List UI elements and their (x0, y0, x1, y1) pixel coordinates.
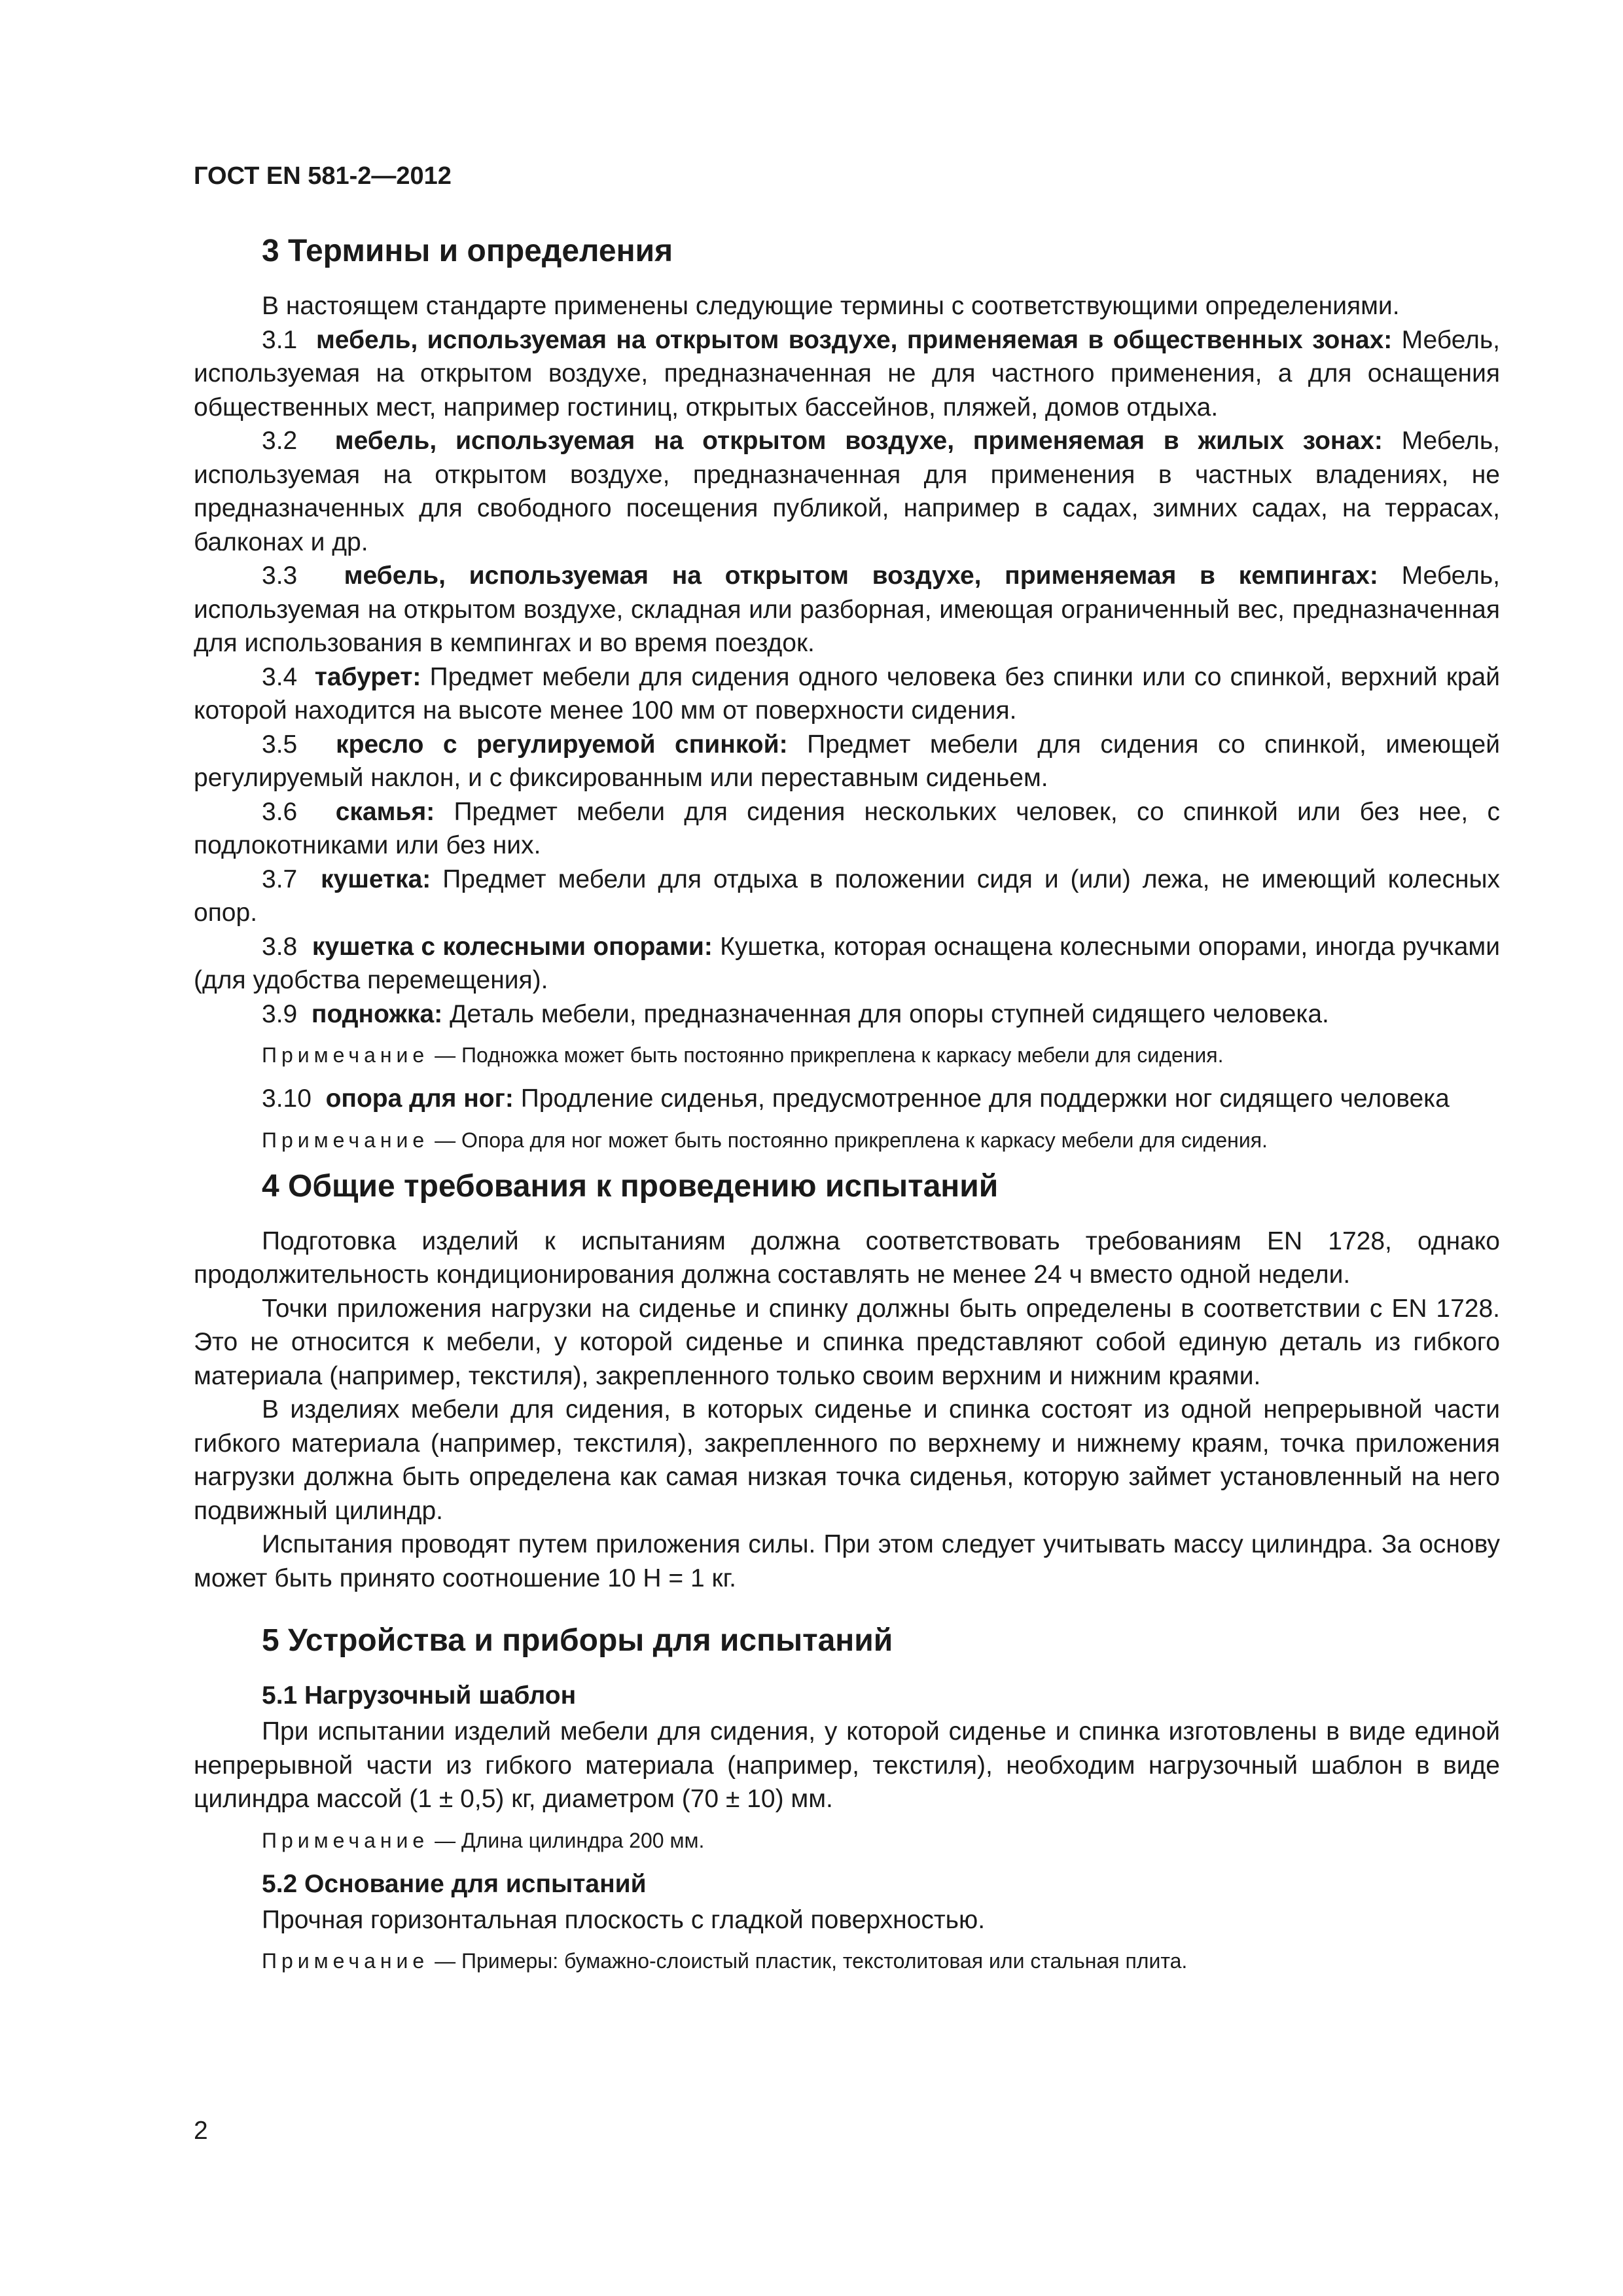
term-name: кресло с регулируемой спинкой: (336, 730, 788, 759)
term-number: 3.6 (262, 797, 298, 826)
term-definition: Мебель, используемая на открытом воздухе, предназначенная не для частного применения, а для оснащения общественных мест, например гостиниц, открытых бассейнов, пляжей, домов отдыха. (194, 325, 1501, 422)
term-definition: Мебель, используемая на открытом воздухе, складная или разборная, имеющая ограниченный вес, предназначенная для использования в кемпингах и во время поездок. (194, 562, 1500, 657)
section-5-title: 5 Устройства и приборы для испытаний (262, 1623, 893, 1658)
term-definition: Кушетка, которая оснащена колесными опорами, иногда ручками (для удобства перемещения). (194, 932, 1501, 994)
section-4-paragraph: Испытания проводят путем приложения силы. При этом следует учитывать массу цилиндра. За основу может быть принято соотношение 10 Н = 1 кг. (194, 1530, 1500, 1592)
section-3-title: 3 Термины и определения (262, 234, 673, 268)
note-text: — Длина цилиндра 200 мм. (435, 1828, 705, 1852)
note-3-9 (194, 1040, 1500, 1070)
term-number: 3.3 (262, 562, 298, 590)
section-4-paragraph: Точки приложения нагрузки на сиденье и спинку должны быть определены в соответствии с EN 1728. Это не относится к мебели, у которой сиденье и спинка представляют собой единую деталь из гибкого материала (например, текстиля), закрепленного только своим верхним и нижним краями. (194, 1294, 1500, 1390)
subsection-5-2-title: 5.2 Основание для испытаний (262, 1869, 647, 1898)
term-number: 3.8 (262, 932, 298, 961)
term-3-8 (194, 930, 1500, 997)
term-definition: Предмет мебели для отдыха в положении сидя и (или) лежа, не имеющий колесных опор. (194, 865, 1501, 927)
term-definition: Предмет мебели для сидения со спинкой, имеющей регулируемый наклон, и с фиксированным или переставным сиденьем. (194, 730, 1500, 792)
term-3-5 (194, 728, 1500, 795)
term-number: 3.2 (262, 427, 298, 455)
note-label: Примечание (262, 1949, 429, 1973)
term-definition: Предмет мебели для сидения одного человека без спинки или со спинкой, верхний край которой находится на высоте менее 100 мм от поверхности сидения. (194, 662, 1500, 725)
note-label: Примечание (262, 1043, 429, 1067)
note-text: — Подножка может быть постоянно прикреплена к каркасу мебели для сидения. (435, 1043, 1224, 1067)
term-3-4 (194, 660, 1500, 728)
document-code-header: ГОСТ EN 581-2—2012 (194, 162, 452, 190)
term-definition: Продление сиденья, предусмотренное для поддержки ног сидящего человека (520, 1085, 1450, 1113)
subsection-5-1-title: 5.1 Нагрузочный шаблон (262, 1681, 577, 1710)
page-content (194, 223, 1500, 1988)
term-name: мебель, используемая на открытом воздухе, применяемая в общественных зонах: (315, 325, 1393, 354)
term-definition: Мебель, используемая на открытом воздухе, предназначенная для применения в частных владениях, не предназначенных для свободного посещения публикой, например в садах, зимних садах, на террасах, балконах и др. (194, 427, 1501, 556)
term-name: подножка: (311, 999, 443, 1028)
term-number: 3.1 (262, 325, 298, 354)
term-number: 3.7 (262, 865, 298, 893)
term-name: опора для ног: (325, 1085, 514, 1113)
term-name: табурет: (314, 662, 421, 691)
term-3-9 (194, 997, 1500, 1031)
term-name: мебель, используемая на открытом воздухе, применяемая в жилых зонах: (334, 427, 1383, 455)
note-5-1 (194, 1825, 1500, 1856)
term-definition: Предмет мебели для сидения нескольких человек, со спинкой или без нее, с подлокотниками или без них. (194, 797, 1501, 859)
term-3-6 (194, 795, 1500, 863)
term-3-3 (194, 559, 1500, 660)
note-3-10 (194, 1125, 1500, 1155)
note-text: — Примеры: бумажно-слоистый пластик, текстолитовая или стальная плита. (435, 1949, 1188, 1973)
term-number: 3.5 (262, 730, 298, 759)
note-5-2 (194, 1946, 1500, 1976)
section-4-title: 4 Общие требования к проведению испытаний (262, 1168, 999, 1204)
term-3-7 (194, 863, 1500, 930)
section-3-intro: В настоящем стандарте применены следующие термины с соответствующими определениями. (262, 292, 1400, 320)
note-label: Примечание (262, 1828, 429, 1852)
term-3-10 (194, 1082, 1500, 1116)
term-name: мебель, используемая на открытом воздухе, применяемая в кемпингах: (344, 562, 1378, 590)
term-number: 3.10 (262, 1085, 312, 1113)
note-text: — Опора для ног может быть постоянно прикреплена к каркасу мебели для сидения. (435, 1128, 1268, 1152)
term-definition: Деталь мебели, предназначенная для опоры ступней сидящего человека. (450, 999, 1329, 1028)
subsection-5-1-text: При испытании изделий мебели для сидения, у которой сиденье и спинка изготовлены в виде единой непрерывной части из гибкого материала (например, текстиля), необходим нагрузочный шаблон в виде цилиндра массой (1 ± 0,5) кг, диаметром (70 ± 10) мм. (194, 1717, 1500, 1813)
subsection-5-2-text: Прочная горизонтальная плоскость с гладкой поверхностью. (262, 1905, 986, 1934)
term-name: скамья: (335, 797, 435, 826)
note-label: Примечание (262, 1128, 429, 1152)
section-4-paragraph: Подготовка изделий к испытаниям должна соответствовать требованиям EN 1728, однако продолжительность кондиционирования должна составлять не менее 24 ч вместо одной недели. (194, 1227, 1500, 1289)
term-name: кушетка: (321, 865, 431, 893)
page-number: 2 (194, 2117, 208, 2145)
term-number: 3.9 (262, 999, 298, 1028)
term-3-2 (194, 424, 1500, 559)
term-3-1 (194, 323, 1500, 425)
term-name: кушетка с колесными опорами: (312, 932, 713, 961)
term-number: 3.4 (262, 662, 298, 691)
section-4-paragraph: В изделиях мебели для сидения, в которых сиденье и спинка состоят из одной непрерывной части гибкого материала (например, текстиля), закрепленного по верхнему и нижнему краям, точка приложения нагрузки должна быть определена как самая низкая точка сиденья, которую займет установленный на него подвижный цилиндр. (194, 1395, 1500, 1525)
